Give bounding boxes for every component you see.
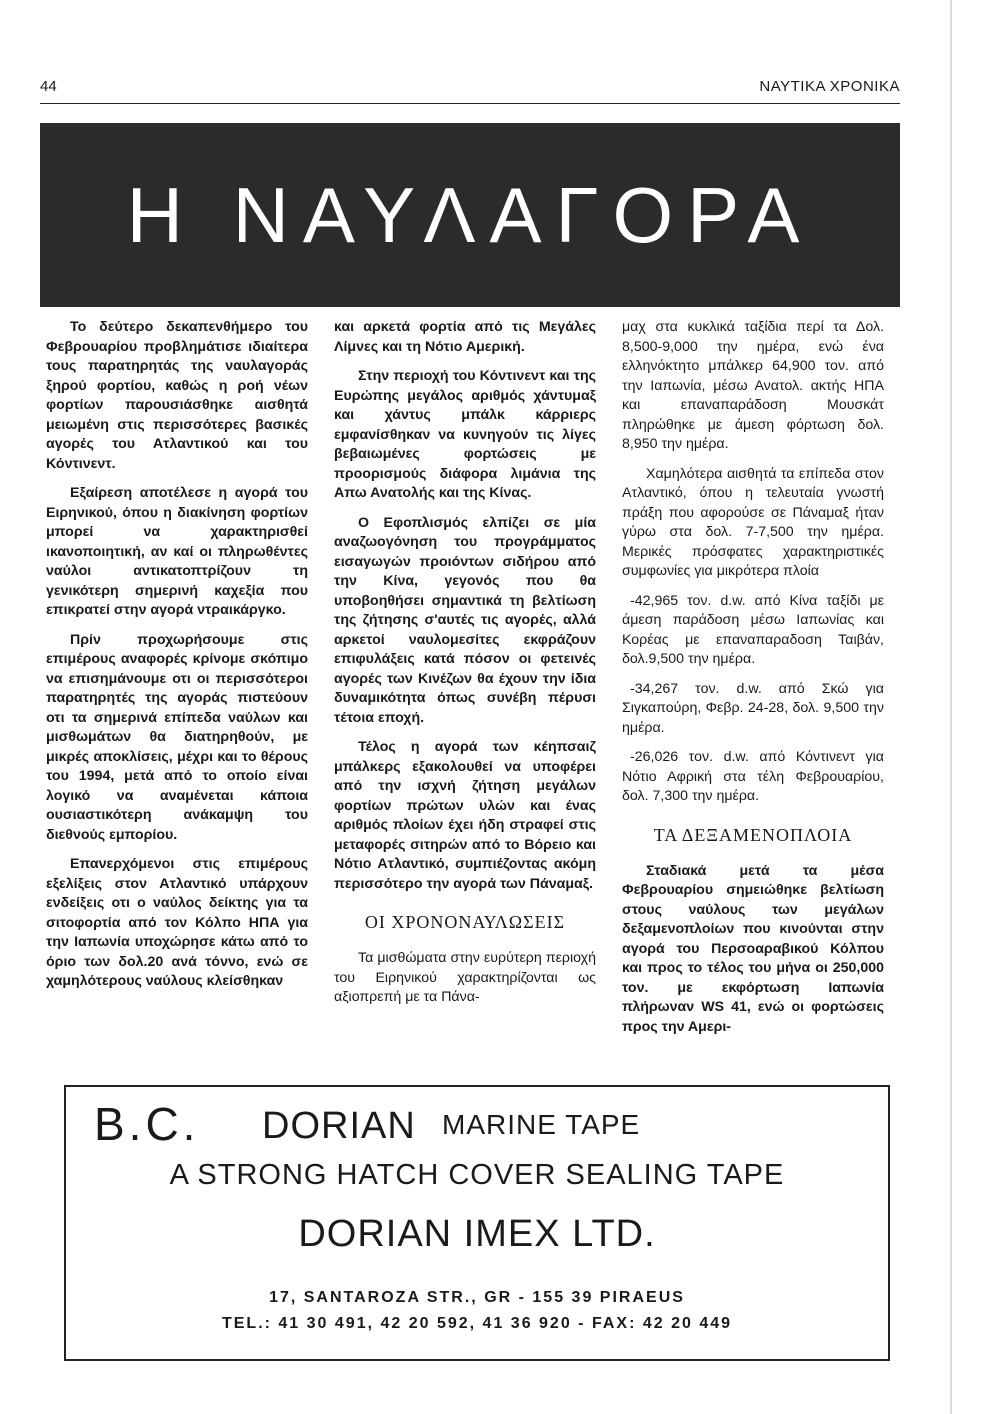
section-heading-charters: ΟΙ ΧΡΟΝΟΝΑΥΛΩΣΕΙΣ (364, 912, 566, 932)
paragraph: Ο Εφοπλισμός ελπίζει σε μία αναζωογόνηση του προγράμματος εισαγωγών προιόντων σιδήρου από την Κίνα, γεγονός που θα υποβοηθήσει σημαντικά τη βελτίωση της ζήτησης σ'αυτές τις αγορές, αλλά αρκετοί ναυλομεσίτες εκφράζουν επιφυλάξεις κατά πόσον οι φετεινές αγορές των Κινέζων θα έχουν την ίδια δυναμικότητα όπως συνέβη πέρυσι τέτοια εποχή. (334, 514, 596, 726)
ad-tagline: A STRONG HATCH COVER SEALING TAPE (169, 1159, 785, 1191)
advertisement-box (64, 1085, 890, 1361)
article-title: Η ΝΑΥΛΑΓΟΡΑ (126, 170, 814, 259)
paragraph: Τέλος η αγορά των κέηπσαιζ μπάλκερς εξακολουθεί να υποφέρει από την ισχνή ζήτηση μεγάλων φορτίων πρώτων υλών και ένας αριθμός πλοίων έχει ήδη στραφεί στις μεταφορές σιτηρών από το Βόρειο και Νότιο Ατλαντικό, συμπιέζοντας ακόμη περισσότερο την αγορά των Πάναμαξ. (334, 739, 596, 892)
column-1 (46, 318, 308, 1002)
column-3 (622, 318, 884, 1047)
paragraph: Σταδιακά μετά τα μέσα Φεβρουαρίου σημειώθηκε βελτίωση στους ναύλους των μεγάλων δεξαμενοπλοίων που κινούνται στην αγορά του Περσοαραβικού Κόλπου και προς το τέλος του μήνα οι 250,000 τον. με εκφόρτωση Ιαπωνία πλήρωναν WS 41, ενώ οι φορτώσεις προς την Αμερι- (622, 862, 884, 1035)
column-2 (334, 318, 596, 1018)
page-header (40, 78, 900, 102)
list-item: -34,267 τον. d.w. από Σκώ για Σιγκαπούρη, Φεβρ. 24-28, δολ. 9,500 την ημέρα. (622, 680, 884, 736)
ad-marine-tape: MARINE TAPE (442, 1109, 641, 1140)
ad-phones: TEL.: 41 30 491, 42 20 592, 41 36 920 - FAX: 42 20 449 (221, 1315, 733, 1332)
ad-brand-line (94, 1097, 874, 1153)
paragraph: Πρίν προχωρήσουμε στις επιμέρους αναφορές κρίνομε σκόπιμο να επισημάνουμε οτι οι περισσότεροι παρατηρητές της αγοράς πιστεύουν οτι τα σημερινά επίπεδα ναύλων και μισθωμάτων θα διατηρηθούν, με μικρές αποκλίσεις, μέχρι και το θέρους του 1994, μετά από το οποίο είναι λογικό να αναμένεται κάποια ουσιαστικότερη ανάκαμψη του διεθνούς εμπορίου. (46, 631, 308, 843)
paragraph: Στην περιοχή του Κόντινεντ και της Ευρώπης μεγάλος αριθμός χάντυμαξ και χάντυς μπάλκ κάρριερς εμφανίσθηκαν να κυνηγούν τις λίγες βεβαιωμένες φορτώσεις με προορισμούς διάφορα λιμάνια της Απω Ανατολής και της Κίνας. (334, 368, 596, 501)
paragraph: μαχ στα κυκλικά ταξίδια περί τα Δολ. 8,500-9,000 την ημέρα, ενώ ένα ελληνόκτητο μπάλκερ 64,900 τον. από την Ιαπωνία, μέσω Ανατολ. ακτής ΗΠΑ και επαναπαράδοση Μουσκάτ πληρώθηκε με άμεση φόρτωση δολ. 8,950 την ημέρα. (622, 319, 884, 452)
paragraph: Χαμηλότερα αισθητά τα επίπεδα στον Ατλαντικό, όπου η τελευταία γνωστή πράξη που αφορούσε σε Πάναμαξ ήταν γύρω στα δολ. 7-7,500 την ημέρα. Μερικές πρόσφατες χαρακτηριστικές συμφωνίες για μικρότερα πλοία (622, 465, 884, 579)
list-item: -26,026 τον. d.w. από Κόντινεντ για Νότιο Αφρική στα τέλη Φεβρουαρίου, δολ. 7,300 την ημέρα. (622, 749, 884, 804)
paragraph: Τα μισθώματα στην ευρύτερη περιοχή του Ειρηνικού χαρακτηρίζονται ως αξιοπρεπή με τα Πάνα- (334, 950, 596, 1005)
section-heading-tankers: ΤΑ ΔΕΞΑΜΕΝΟΠΛΟΙΑ (653, 824, 853, 845)
paragraph: Το δεύτερο δεκαπενθήμερο του Φεβρουαρίου προβλημάτισε ιδιαίτερα τους παρατηρητάς της ναυλαγοράς ξηρού φορτίου, καθώς η ροή νέων φορτίων παρουσιάσθηκε αισθητά μειωμένη στις περισσότερες βασικές αγορές του Ατλαντικού και του Κόντινεντ. (46, 319, 308, 472)
title-banner (40, 123, 900, 307)
ad-dorian: DORIAN (262, 1105, 416, 1147)
page-number: 44 (40, 78, 57, 95)
page-edge (950, 0, 952, 1414)
magazine-name: ΝΑΥΤΙΚΑ ΧΡΟΝΙΚΑ (759, 78, 900, 95)
paragraph: και αρκετά φορτία από τις Μεγάλες Λίμνες και τη Νότιο Αμερική. (334, 319, 596, 355)
paragraph: Επανερχόμενοι στις επιμέρους εξελίξεις στον Ατλαντικό υπάρχουν ενδείξεις οτι ο ναύλος δείκτης για τα σιτοφορτία από τον Κόλπο ΗΠΑ για την Ιαπωνία υποχώρησε κάτω από το όριο των δολ.20 ανά τόννο, ενώ σε χαμηλότερους ναύλους κλείσθηκαν (46, 856, 308, 989)
list-item: -42,965 τον. d.w. από Κίνα ταξίδι με άμεση παράδοση μέσω Ιαπωνίας και Κορέας με επαναπαραδοση Ταιβάν, δολ.9,500 την ημέρα. (622, 592, 884, 667)
paragraph: Εξαίρεση αποτέλεσε η αγορά του Ειρηνικού, όπου η διακίνηση φορτίων μπορεί να χαρακτηρισθεί ικανοποιητική, αν καί οι πληρωθέντες ναύλοι αντικατοπτρίζουν τη γενικότερη σημερινή καχεξία που επικρατεί στην αγορά ντραικάργκο. (46, 485, 308, 618)
ad-company-name: DORIAN IMEX LTD. (298, 1213, 656, 1255)
ad-bc: B.C. (94, 1098, 200, 1150)
ad-address: 17, SANTAROZA STR., GR - 155 39 PIRAEUS (269, 1289, 685, 1306)
header-rule (40, 103, 900, 104)
